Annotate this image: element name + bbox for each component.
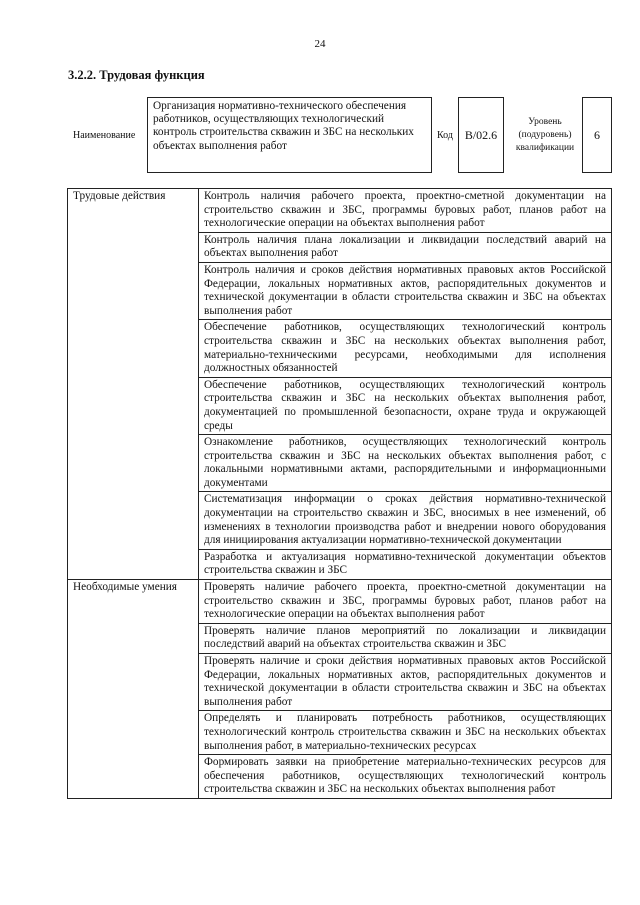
function-table	[67, 188, 612, 799]
skill-item: Определять и планировать потребность работников, осуществляющих технологический контроль строительства скважин и ЗБС на нескольких объектах выполнения работ, в материально-технических ресурсах	[199, 711, 612, 755]
name-value-box	[147, 97, 432, 173]
name-value: Организация нормативно-технического обеспечения работников, осуществляющих технологический контроль строительства скважин и ЗБС на нескольких объектах выполнения работ	[153, 100, 414, 152]
action-item: Контроль наличия и сроков действия нормативных правовых актов Российской Федерации, локальных нормативных актов, распорядительных документов и технической документации в области строительства скважин и ЗБС на объектах выполнения работ	[199, 262, 612, 319]
skill-item: Проверять наличие планов мероприятий по локализации и ликвидации последствий аварий на объектах строительства скважин и ЗБС	[199, 623, 612, 653]
action-item: Обеспечение работников, осуществляющих технологический контроль строительства скважин и ЗБС на нескольких объектах выполнения работ, материально-техническими ресурсами, необходимыми для исполнения должностных обязанностей	[199, 320, 612, 377]
action-item: Разработка и актуализация нормативно-технической документации объектов строительства скважин и ЗБС	[199, 549, 612, 579]
skills-label: Необходимые умения	[68, 580, 199, 799]
level-value-box	[582, 97, 612, 173]
action-item: Контроль наличия плана локализации и ликвидации последствий аварий на объектах выполнения работ	[199, 232, 612, 262]
action-item: Систематизация информации о сроках действия нормативно-технической документации на строительство скважин и ЗБС, вносимых в нее изменений, об изменениях в технологии производства работ и внедрении нового оборудования для инициирования актуализации нормативно-технической документации	[199, 492, 612, 549]
level-label-line1: Уровень	[528, 117, 562, 127]
code-value-box	[458, 97, 504, 173]
table-row	[68, 580, 612, 624]
action-item: Обеспечение работников, осуществляющих технологический контроль строительства скважин и ЗБС на нескольких объектах выполнения работ, документацией по промышленной безопасности, охране труда и окружающей среды	[199, 377, 612, 434]
section-title: 3.2.2. Трудовая функция	[68, 68, 205, 82]
action-item: Ознакомление работников, осуществляющих технологический контроль строительства скважин и ЗБС на нескольких объектах выполнения работ, с локальными нормативными актами, распорядительными и информационными документами	[199, 435, 612, 492]
code-value: В/02.6	[464, 127, 498, 142]
action-item: Контроль наличия рабочего проекта, проектно-сметной документации на строительство скважин и ЗБС, программы буровых работ, планов работ на технологические операции на объектах выполнения работ	[199, 189, 612, 233]
level-value: 6	[594, 127, 600, 142]
actions-label: Трудовые действия	[68, 189, 199, 580]
name-label: Наименование	[73, 130, 136, 141]
level-label-line3: квалификации	[515, 143, 575, 153]
skill-item: Проверять наличие и сроки действия нормативных правовых актов Российской Федерации, локальных нормативных актов, распорядительных документов и технической документации в области строительства скважин и ЗБС на объектах выполнения работ	[199, 654, 612, 711]
level-label	[507, 116, 583, 155]
table-row	[68, 189, 612, 233]
skill-item: Проверять наличие рабочего проекта, проектно-сметной документации на строительство скважин и ЗБС, программы буровых работ, планов работ на технологические операции на объектах выполнения работ	[199, 580, 612, 624]
page-number: 24	[314, 38, 326, 50]
skill-item: Формировать заявки на приобретение материально-технических ресурсов для обеспечения работников, осуществляющих технологический контроль строительства скважин и ЗБС на нескольких объектах выполнения работ	[199, 755, 612, 799]
code-label: Код	[437, 130, 453, 141]
level-label-line2: (подуровень)	[518, 130, 572, 140]
